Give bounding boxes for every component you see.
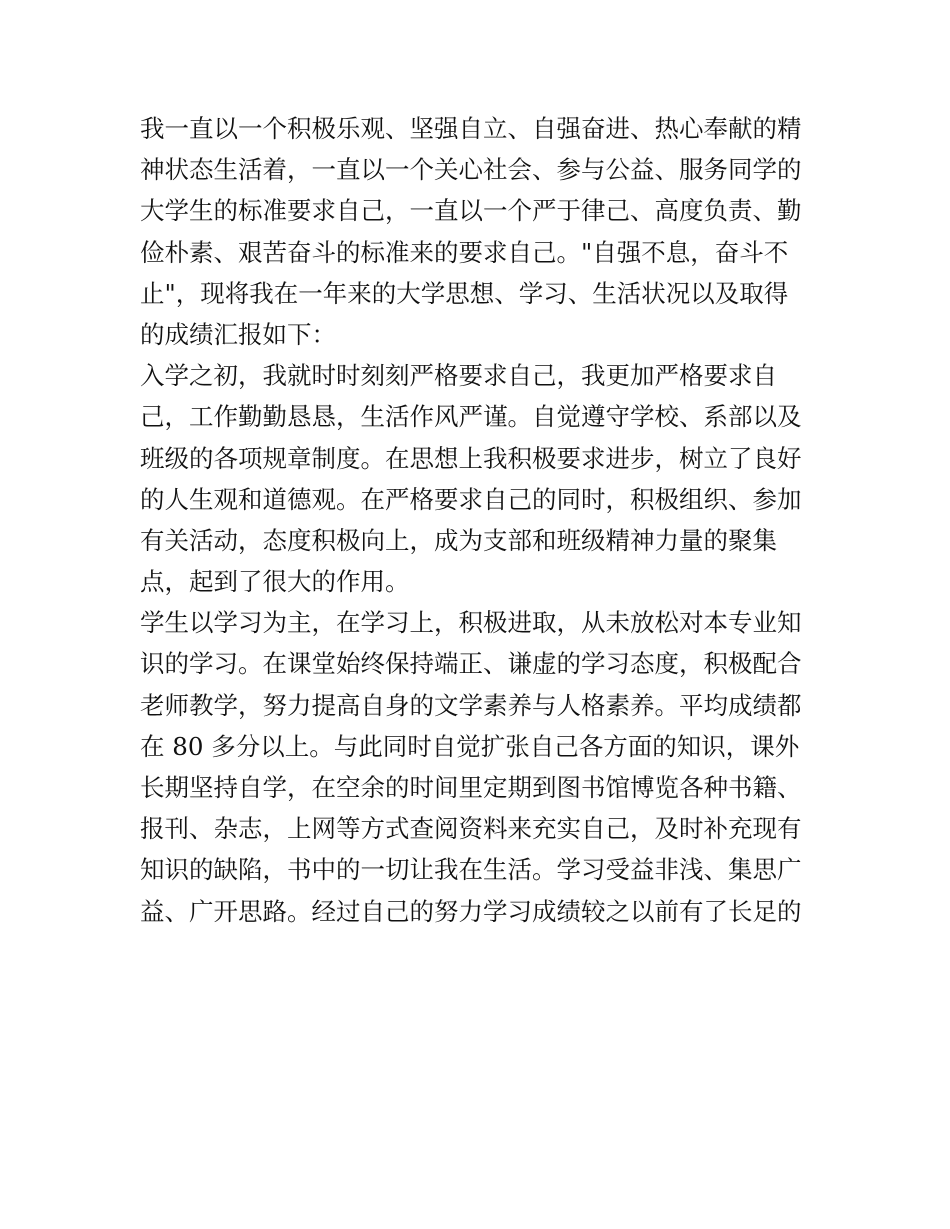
text-line: 老师教学，努力提高自身的文学素养与人格素养。平均成绩都 bbox=[140, 690, 802, 720]
text-line: 益、广开思路。经过自己的努力学习成绩较之以前有了长足的 bbox=[140, 896, 802, 926]
text-line: 己，工作勤勤恳恳，生活作风严谨。自觉遵守学校、系部以及 bbox=[140, 402, 802, 432]
text-line: 识的学习。在课堂始终保持端正、谦虚的学习态度，积极配合 bbox=[140, 649, 802, 679]
text-line: 入学之初，我就时时刻刻严格要求自己，我更加严格要求自 bbox=[140, 361, 777, 391]
text-line: 的人生观和道德观。在严格要求自己的同时，积极组织、参加 bbox=[140, 484, 802, 514]
text-line: 俭朴素、艰苦奋斗的标准来的要求自己。"自强不息，奋斗不 bbox=[140, 237, 789, 267]
text-line: 大学生的标准要求自己，一直以一个严于律己、高度负责、勤 bbox=[140, 196, 802, 226]
text-line: 班级的各项规章制度。在思想上我积极要求进步，树立了良好 bbox=[140, 443, 802, 473]
text-line: 学生以学习为主，在学习上，积极进取，从未放松对本专业知 bbox=[140, 608, 802, 638]
text-line: 我一直以一个积极乐观、坚强自立、自强奋进、热心奉献的精 bbox=[140, 114, 802, 143]
text-line: 有关活动，态度积极向上，成为支部和班级精神力量的聚集 bbox=[140, 525, 777, 555]
document-body bbox=[140, 108, 820, 932]
text-line: 的成绩汇报如下： bbox=[140, 319, 336, 349]
text-line: 报刊、杂志，上网等方式查阅资料来充实自己，及时补充现有 bbox=[140, 814, 802, 844]
text-line: 在 80 多分以上。与此同时自觉扩张自己各方面的知识，课外 bbox=[140, 731, 800, 761]
text-line: 止"，现将我在一年来的大学思想、学习、生活状况以及取得 bbox=[140, 278, 789, 308]
text-line: 点，起到了很大的作用。 bbox=[140, 567, 410, 597]
text-line: 神状态生活着，一直以一个关心社会、参与公益、服务同学的 bbox=[140, 155, 802, 185]
text-line: 长期坚持自学，在空余的时间里定期到图书馆博览各种书籍、 bbox=[140, 773, 802, 802]
text-line: 知识的缺陷，书中的一切让我在生活。学习受益非浅、集思广 bbox=[140, 855, 802, 885]
